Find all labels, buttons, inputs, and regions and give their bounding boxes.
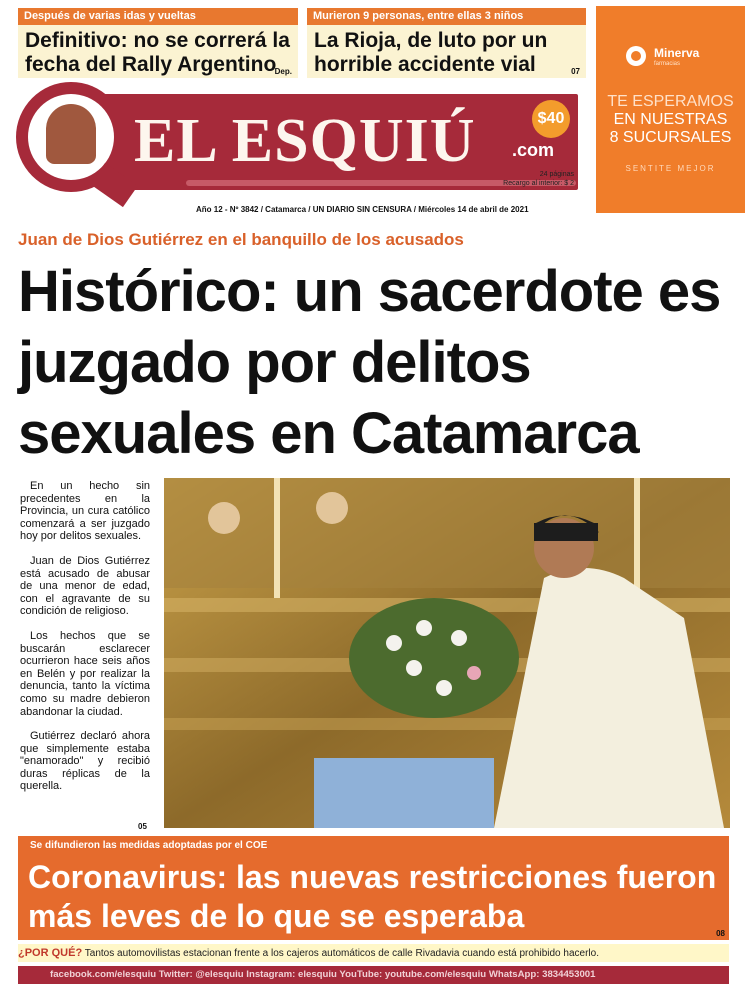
main-photo[interactable] [164, 478, 730, 828]
teaser-page: Dep. [274, 67, 292, 76]
social-links-bar [18, 966, 729, 984]
ad-brand: Minerva [654, 46, 700, 60]
price-badge: $40 [532, 100, 570, 138]
por-que-strip [18, 944, 729, 962]
newspaper-domain: .com [512, 140, 555, 160]
surcharge-text: Recargo al interior: $ 2 [503, 180, 574, 187]
dateline: Año 12 - Nº 3842 / Catamarca / UN DIARIO SIN CENSURA / Miércoles 14 de abril de 2021 [196, 205, 529, 214]
ad-brand-sub: farmacias [654, 61, 681, 67]
main-page-number: 05 [138, 822, 147, 831]
por-que-text: Tantos automovilistas estacionan frente a los cajeros automáticos de calle Rivadavia cuando está prohibido hacerlo. [84, 948, 599, 959]
body-paragraph: Los hechos que se buscarán esclarecer ocurrieron hace seis años en Belén y por realizar la denuncia, tanto la víctima como su madre debieron abandonar la ciudad. [20, 629, 150, 718]
ad-line-1: TE ESPERAMOS [607, 93, 734, 110]
teaser-page: 07 [571, 67, 580, 76]
body-paragraph: En un hecho sin precedentes en la Provincia, un cura católico comenzará a ser juzgado hoy por delitos sexuales. [20, 480, 150, 543]
main-kicker: Juan de Dios Gutiérrez en el banquillo de los acusados [18, 230, 464, 249]
teaser-kicker: Murieron 9 personas, entre ellas 3 niños [307, 8, 586, 25]
ad-line-3: 8 SUCURSALES [609, 129, 732, 146]
body-paragraph: Gutiérrez declaró ahora que simplemente estaba "enamorado" y recibió duras réplicas de la querella. [20, 730, 150, 793]
teaser-la-rioja[interactable] [307, 8, 586, 78]
main-body [20, 480, 150, 805]
pharmacy-ad[interactable] [596, 6, 745, 213]
virgin-figure-icon [46, 104, 96, 164]
covid-headline: Coronavirus: las nuevas restricciones fueron más leves de lo que se esperaba [28, 859, 717, 934]
teaser-kicker: Después de varias idas y vueltas [18, 8, 298, 25]
ad-tagline: SENTITE MEJOR [625, 164, 716, 173]
por-que-label: ¿POR QUÉ? [18, 947, 83, 959]
body-paragraph: Juan de Dios Gutiérrez está acusado de abusar de una menor de edad, con el agravante de su condición de religioso. [20, 554, 150, 618]
teaser-headline: La Rioja, de luto por un horrible accidente vial [314, 29, 548, 76]
masthead [16, 82, 588, 214]
covid-story[interactable] [18, 836, 729, 940]
covid-kicker: Se difundieron las medidas adoptadas por el COE [30, 840, 268, 851]
newspaper-title: EL ESQUIÚ [134, 107, 476, 175]
covid-page-number: 08 [716, 929, 725, 938]
social-links-text: facebook.com/elesquiu Twitter: @elesquiu Instagram: elesquiu YouTube: youtube.com/elesquiu WhatsApp: 3834453001 [50, 969, 596, 980]
pages-text: 24 páginas [539, 171, 574, 178]
teaser-headline: Definitivo: no se correrá la fecha del Rally Argentino [25, 29, 290, 76]
ad-line-2: EN NUESTRAS [613, 111, 728, 128]
teaser-rally[interactable] [18, 8, 298, 78]
main-headline[interactable]: Histórico: un sacerdote es juzgado por delitos sexuales en Catamarca [18, 259, 721, 466]
page-count [503, 170, 574, 188]
priest-altar-image [164, 478, 730, 828]
